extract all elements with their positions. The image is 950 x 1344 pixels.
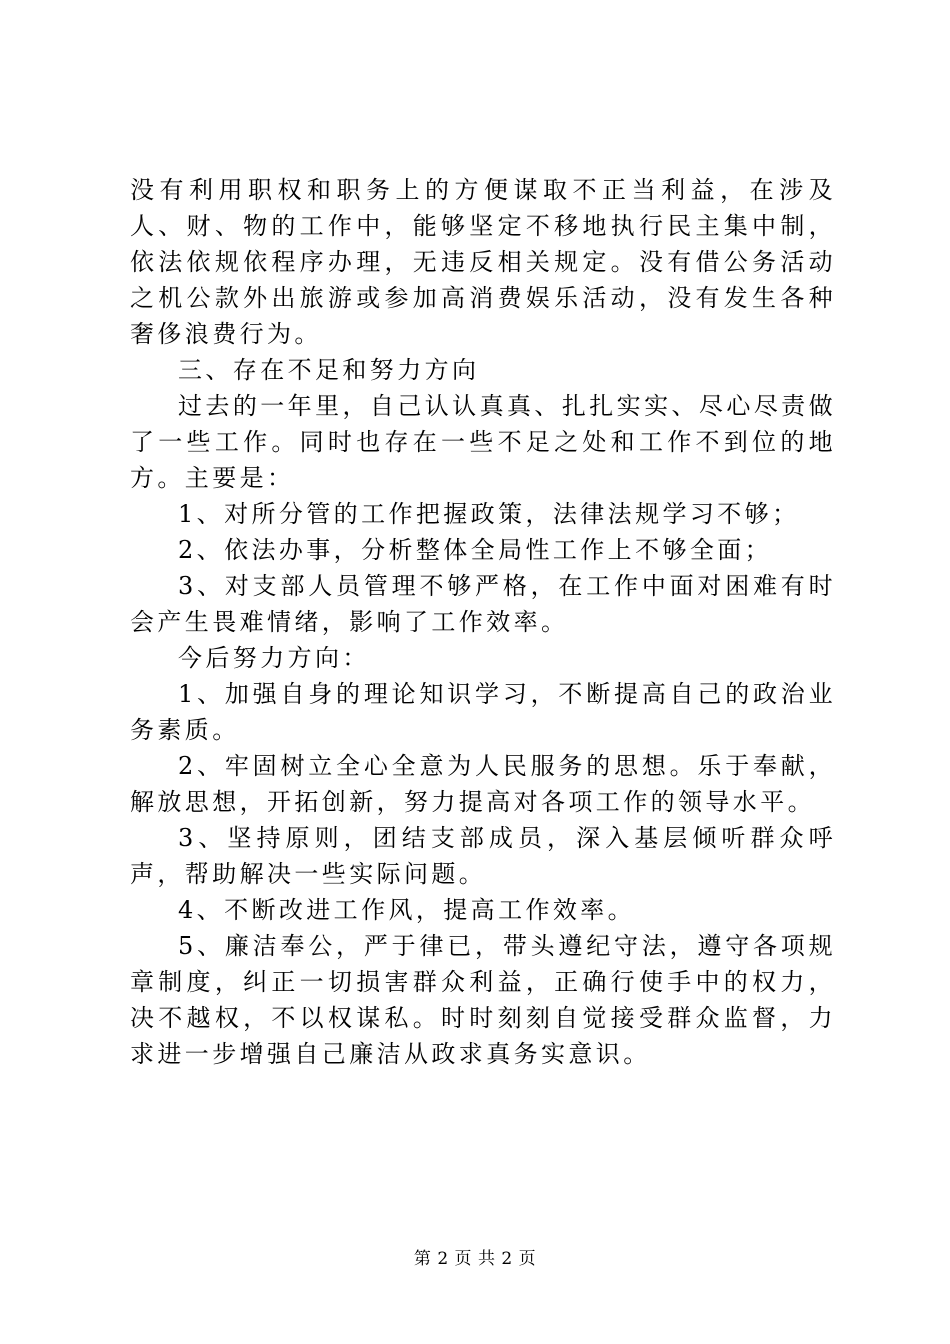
list-item: 4、不断改进工作风，提高工作效率。	[178, 896, 636, 924]
list-item: 3、对支部人员管理不够严格，在工作中面对困难有时会产生畏难情绪，影响了工作效率。	[130, 572, 836, 636]
page-footer: 第 2 页 共 2 页	[413, 1249, 537, 1269]
paragraph-1: 没有利用职权和职务上的方便谋取不正当利益，在涉及人、财、物的工作中，能够坚定不移地执行民主集中制，依法依规依程序办理，无违反相关规定。没有借公务活动之机公款外出旅游或参加高消费娱乐活动，没有发生各种奢侈浪费行为。	[130, 176, 836, 348]
subheading: 今后努力方向：	[178, 644, 370, 672]
document-body	[130, 172, 836, 1072]
list-item: 3、坚持原则，团结支部成员，深入基层倾听群众呼声，帮助解决一些实际问题。	[130, 824, 836, 888]
paragraph-2: 过去的一年里，自己认认真真、扎扎实实、尽心尽责做了一些工作。同时也存在一些不足之处和工作不到位的地方。主要是：	[130, 392, 836, 492]
list-item: 2、依法办事，分析整体全局性工作上不够全面；	[178, 536, 773, 564]
list-item: 1、对所分管的工作把握政策，法律法规学习不够；	[178, 500, 800, 528]
list-item: 2、牢固树立全心全意为人民服务的思想。乐于奉献，解放思想，开拓创新，努力提高对各项工作的领导水平。	[130, 752, 836, 816]
list-item: 5、廉洁奉公，严于律已，带头遵纪守法，遵守各项规章制度，纠正一切损害群众利益，正确行使手中的权力，决不越权，不以权谋私。时时刻刻自觉接受群众监督，力求进一步增强自己廉洁从政求真务实意识。	[130, 932, 836, 1068]
list-item: 1、加强自身的理论知识学习，不断提高自己的政治业务素质。	[130, 680, 836, 744]
section-heading: 三、存在不足和努力方向	[178, 356, 480, 384]
